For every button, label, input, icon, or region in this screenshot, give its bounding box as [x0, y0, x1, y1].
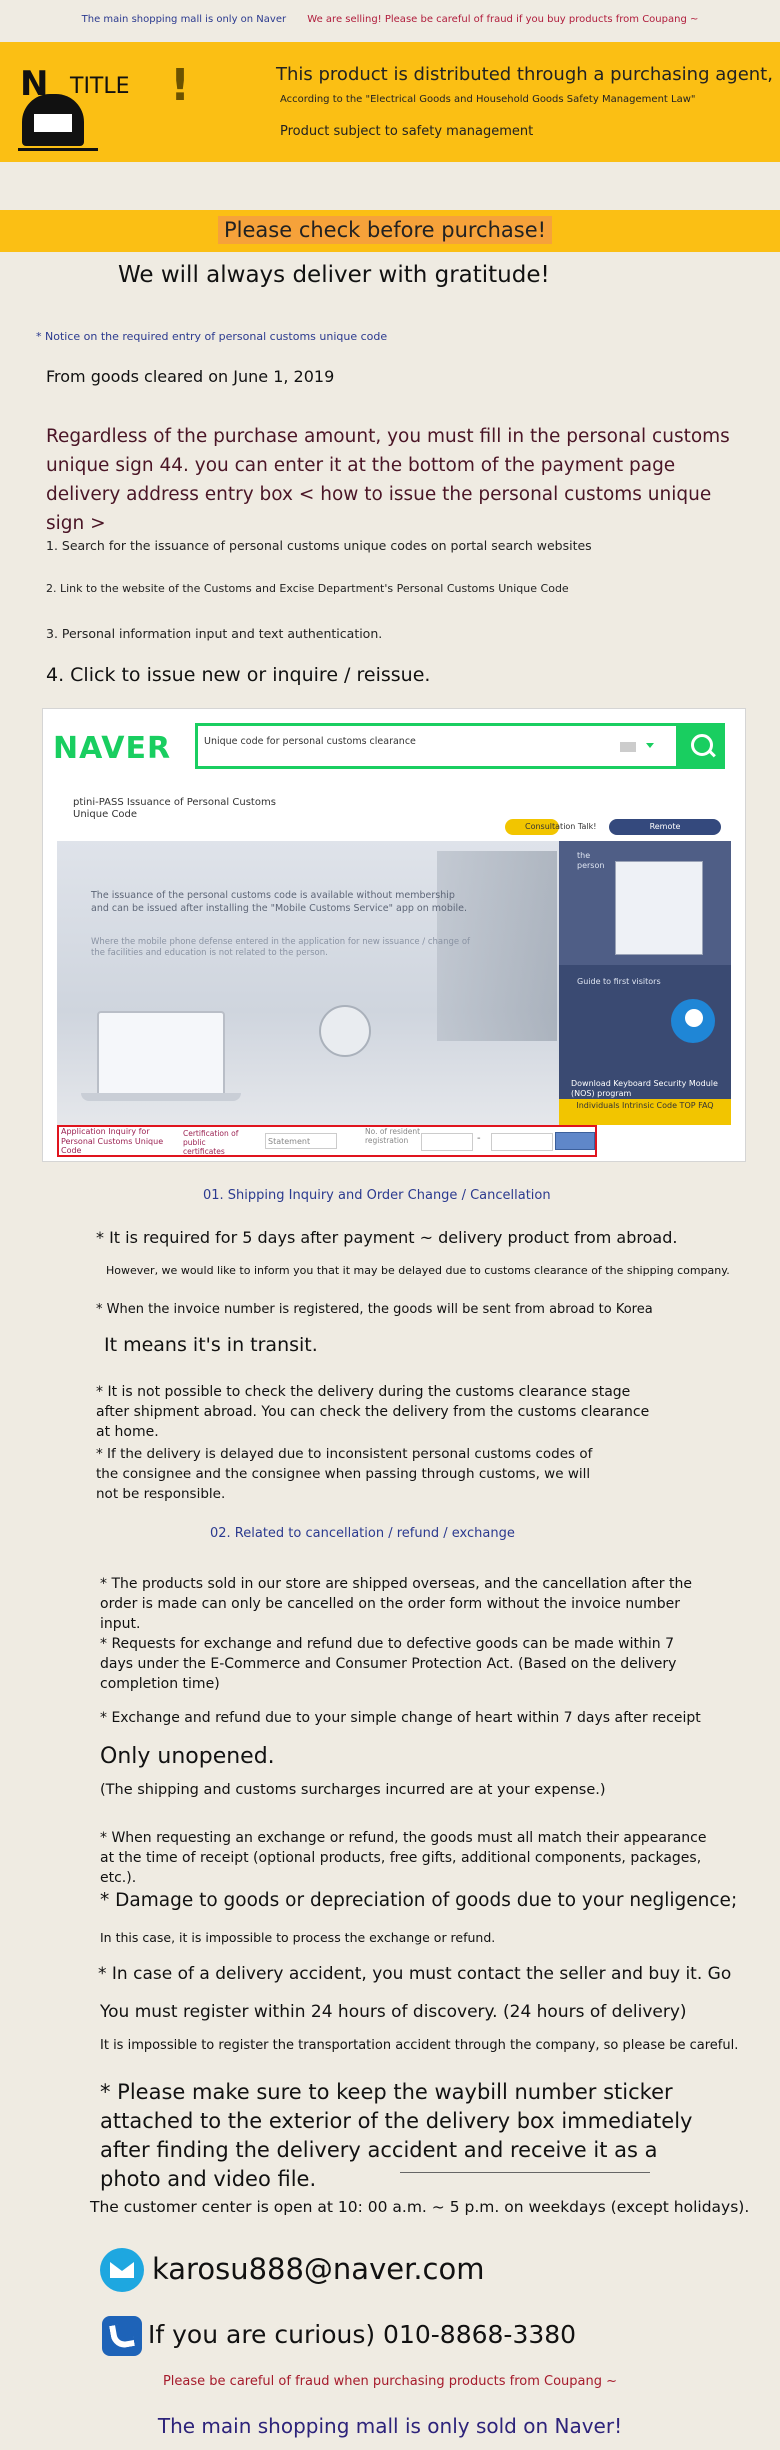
- section-2-text: It is impossible to register the transportation accident through the company, so please be careful.: [100, 2038, 739, 2053]
- resident-number-back-field[interactable]: [491, 1133, 553, 1151]
- hero-description: The issuance of the personal customs code is available without membership and can be issued after installing the "Mobile Customs Service" app on mobile.: [91, 890, 467, 914]
- cleared-date-text: From goods cleared on June 1, 2019: [46, 367, 335, 386]
- section-2-text: * In case of a delivery accident, you must contact the seller and buy it. Go: [98, 1964, 732, 1984]
- coupang-fraud-notice: We are selling! Please be careful of fraud if you buy products from Coupang ~: [307, 14, 699, 25]
- first-visitor-guide[interactable]: Guide to first visitors: [577, 977, 661, 986]
- side-panel-text: the person: [577, 851, 605, 870]
- inquiry-submit-button[interactable]: [555, 1132, 595, 1150]
- section-2-text: * Please make sure to keep the waybill number sticker attached to the exterior of the delivery box immediately after finding the delivery accident and receive it as a photo and video file.: [100, 2080, 693, 2191]
- notice-logo: [14, 56, 130, 150]
- section-2-text: In this case, it is impossible to process the exchange or refund.: [100, 1930, 496, 1945]
- safety-management-text: Product subject to safety management: [280, 124, 534, 139]
- inquiry-tab[interactable]: Application Inquiry for Personal Customs Unique Code: [61, 1127, 164, 1155]
- contact-phone[interactable]: If you are curious) 010-8868-3380: [148, 2320, 577, 2349]
- customs-code-notice: * Notice on the required entry of personal customs unique code: [36, 330, 388, 343]
- laptop-image: [97, 1011, 225, 1097]
- customs-hero-banner: [57, 841, 559, 1125]
- customer-center-hours: The customer center is open at 10: 00 a.m. ~ 5 p.m. on weekdays (except holidays).: [90, 2198, 750, 2216]
- mail-icon: [100, 2248, 144, 2292]
- section-2-title: 02. Related to cancellation / refund / exchange: [210, 1526, 515, 1541]
- keyboard-security-download[interactable]: Download Keyboard Security Module (NOS) program: [571, 1079, 718, 1098]
- contact-email[interactable]: karosu888@naver.com: [152, 2252, 485, 2286]
- customs-requirement-text: Regardless of the purchase amount, you must fill in the personal customs unique sign 44. you can enter it at the bottom of the payment page delivery address entry box < how to issue the personal customs unique sign >: [46, 426, 730, 534]
- resident-number-front-field[interactable]: [421, 1133, 473, 1151]
- section-1-text: * It is required for 5 days after payment ~ delivery product from abroad.: [96, 1228, 678, 1247]
- naver-search-input[interactable]: [195, 723, 679, 769]
- naver-logo: NAVER: [53, 731, 172, 766]
- dash-separator: -: [477, 1133, 481, 1144]
- faq-link[interactable]: Individuals Intrinsic Code TOP FAQ: [559, 1099, 731, 1125]
- safety-banner: [0, 42, 780, 162]
- naver-search-screenshot: [42, 708, 746, 1162]
- section-2-text: * Requests for exchange and refund due to defective goods can be made within 7 days under the E-Commerce and Consumer Protection Act. (Based on the delivery completion time): [100, 1636, 677, 1692]
- coupang-fraud-footer: Please be careful of fraud when purchasing products from Coupang ~: [162, 2374, 618, 2389]
- notice-underline: [18, 148, 98, 151]
- notice-letter-n: N: [20, 64, 49, 104]
- section-2-text: * When requesting an exchange or refund, the goods must all match their appearance at the time of receipt (optional products, free gifts, additional components, packages, etc.).: [100, 1830, 707, 1886]
- step-1: 1. Search for the issuance of personal customs unique codes on portal search websites: [46, 538, 592, 553]
- side-panel: [559, 841, 731, 1125]
- chevron-down-icon[interactable]: [646, 743, 654, 748]
- resident-number-label: No. of resident registration: [365, 1127, 421, 1145]
- search-button[interactable]: [679, 723, 725, 769]
- section-1-text: It means it's in transit.: [104, 1334, 318, 1356]
- phone-icon: [102, 2316, 142, 2356]
- section-1-text: * It is not possible to check the delivery during the customs clearance stage after shipment abroad. You can check the delivery from the customs clearance at home.: [96, 1384, 650, 1440]
- naver-only-footer: The main shopping mall is only sold on Naver!: [157, 2414, 623, 2438]
- statement-field[interactable]: Statement: [265, 1133, 337, 1149]
- section-2-text: * Exchange and refund due to your simple change of heart within 7 days after receipt: [100, 1710, 701, 1726]
- search-query: Unique code for personal customs clearance: [204, 736, 416, 747]
- step-4: 4. Click to issue new or inquire / reissue.: [46, 664, 431, 686]
- exclamation-icon: !: [170, 60, 191, 111]
- section-1-text: However, we would like to inform you that it may be delayed due to customs clearance of the shipping company.: [106, 1264, 730, 1277]
- naver-only-notice: The main shopping mall is only on Naver: [81, 14, 287, 25]
- agent-distribution-text: This product is distributed through a purchasing agent,: [276, 64, 773, 85]
- inquiry-form: [57, 1125, 597, 1157]
- section-2-text: Only unopened.: [100, 1744, 275, 1769]
- step-3: 3. Personal information input and text authentication.: [46, 626, 383, 641]
- check-title: Please check before purchase!: [218, 216, 552, 244]
- result-title-link[interactable]: ptini-PASS Issuance of Personal Customs Unique Code: [73, 797, 276, 820]
- section-1-title: 01. Shipping Inquiry and Order Change / Cancellation: [203, 1188, 551, 1203]
- divider: [400, 2172, 650, 2173]
- section-1-text: * If the delivery is delayed due to inconsistent personal customs codes of the consignee and the consignee when passing through customs, we will not be responsible.: [96, 1446, 593, 1502]
- keyboard-icon[interactable]: [620, 742, 636, 752]
- section-2-text: * Damage to goods or depreciation of goods due to your negligence;: [100, 1890, 738, 1911]
- gratitude-text: We will always deliver with gratitude!: [118, 262, 550, 288]
- remote-support-button[interactable]: Remote: [609, 819, 721, 835]
- top-notice-line: [0, 14, 780, 25]
- app-screenshot-image: [615, 861, 703, 955]
- section-2-text: You must register within 24 hours of discovery. (24 hours of delivery): [100, 2002, 687, 2022]
- section-2-text: * The products sold in our store are shipped overseas, and the cancellation after the order is made can only be cancelled on the order form without the invoice number input.: [100, 1576, 692, 1632]
- section-2-text: (The shipping and customs surcharges incurred are at your expense.): [100, 1782, 606, 1798]
- consultation-talk-button[interactable]: Consultation Talk!: [505, 819, 559, 835]
- hero-note: Where the mobile phone defense entered in the application for new issuance / change of the facilities and education is not related to the person.: [91, 937, 471, 958]
- step-2: 2. Link to the website of the Customs and Excise Department's Personal Customs Unique Code: [46, 582, 569, 595]
- safety-law-text: According to the "Electrical Goods and Household Goods Safety Management Law": [280, 94, 696, 105]
- globe-image: [319, 1005, 371, 1057]
- certificate-tab[interactable]: Certification of public certificates: [183, 1129, 239, 1156]
- section-1-text: * When the invoice number is registered, the goods will be sent from abroad to Korea: [96, 1302, 653, 1317]
- check-before-purchase-bar: [0, 210, 780, 252]
- notice-title-text: TITLE: [70, 74, 130, 99]
